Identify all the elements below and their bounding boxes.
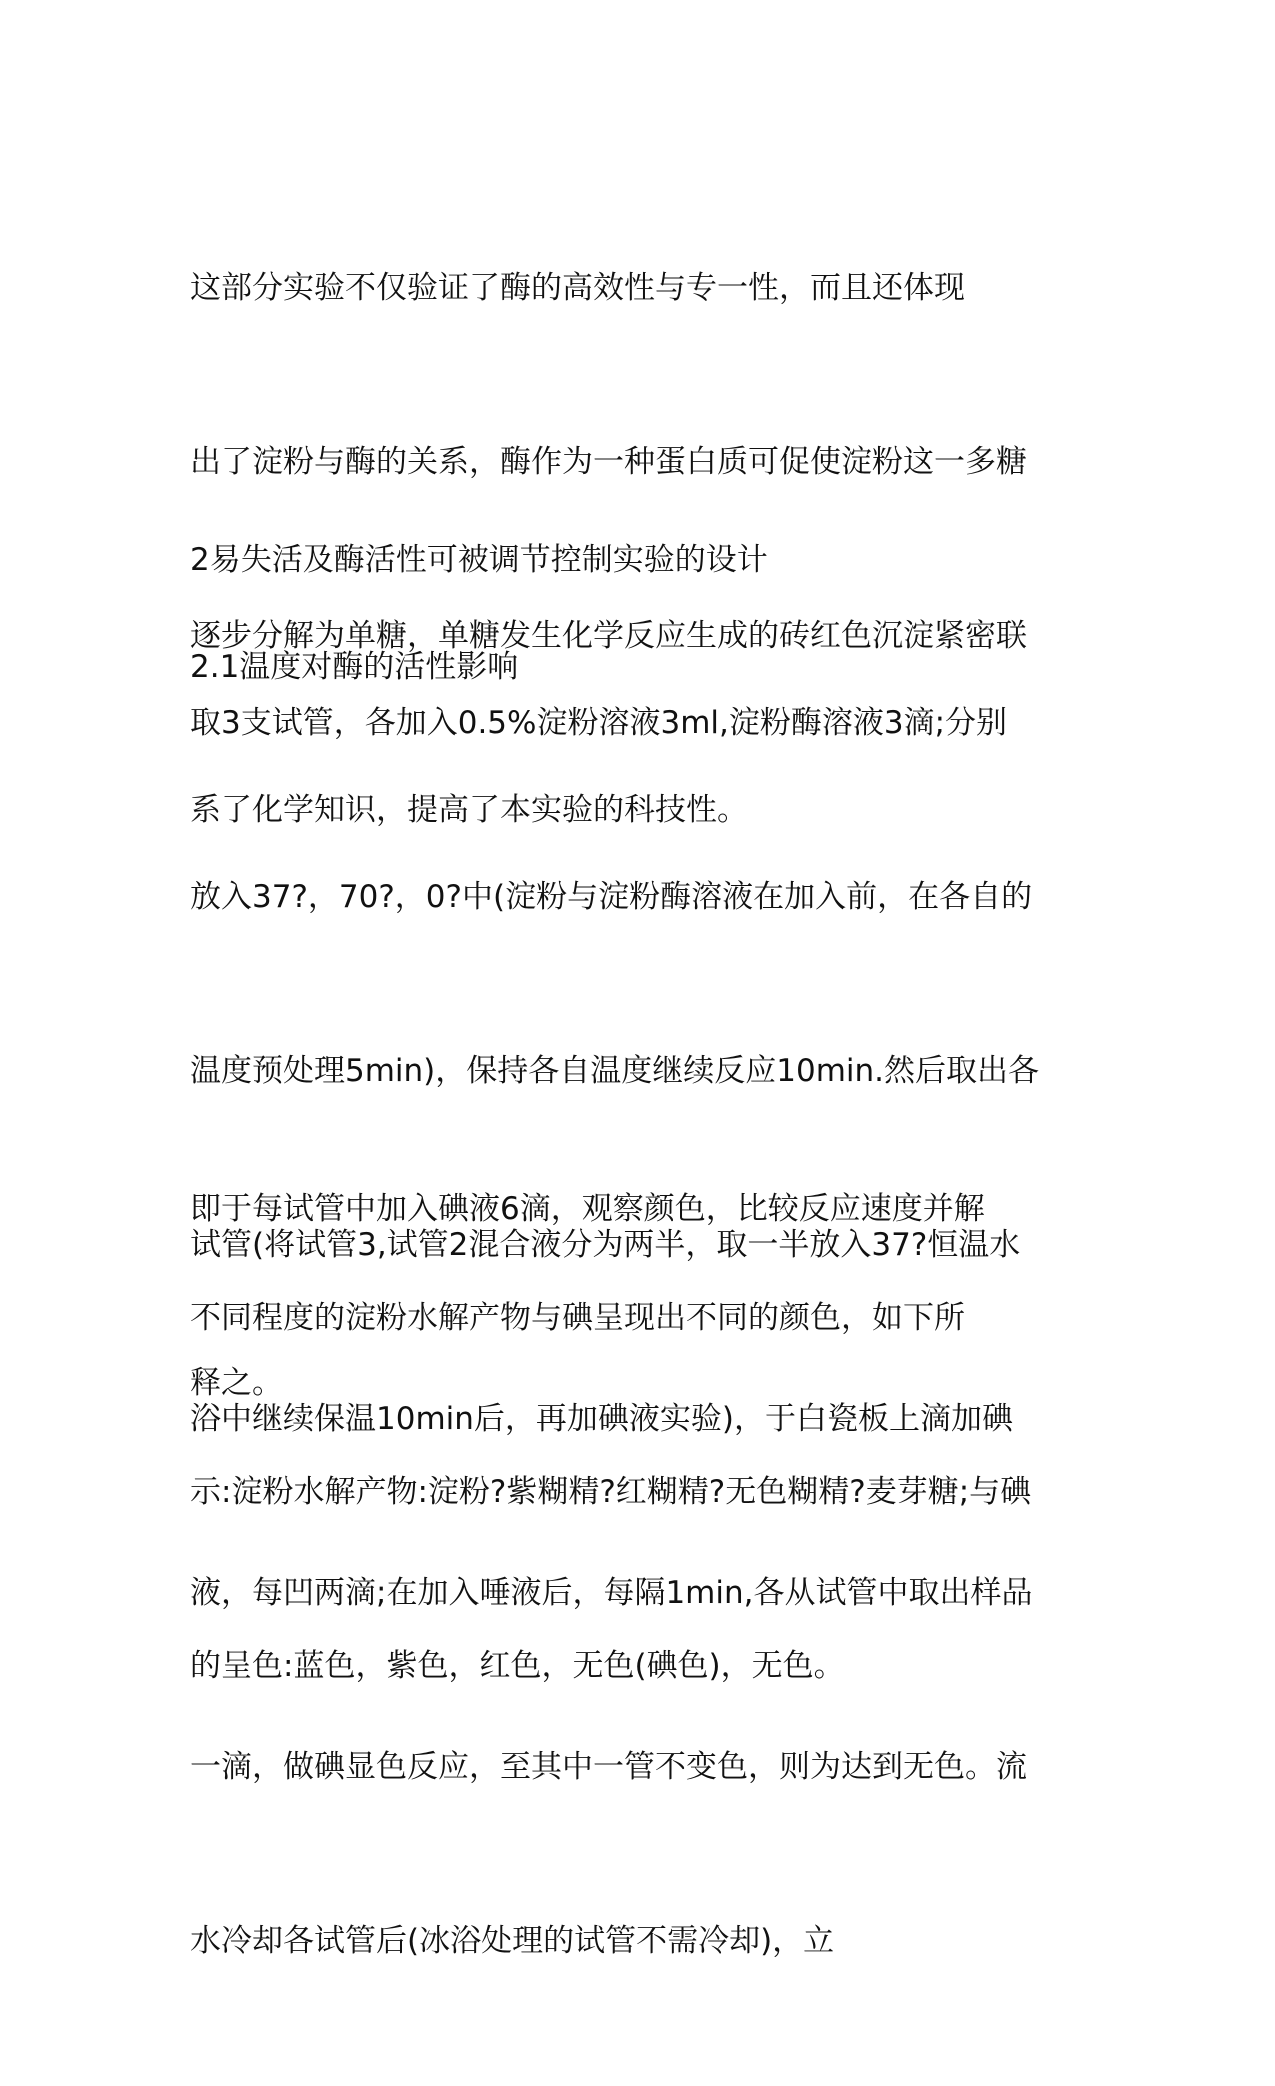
text-line: 水冷却各试管后(冰浴处理的试管不需冷却)，立 [190, 1923, 835, 1959]
text-line: 逐步分解为单糖，单糖发生化学反应生成的砖红色沉淀紧密联 [190, 618, 1027, 654]
text-line: 不同程度的淀粉水解产物与碘呈现出不同的颜色，如下所 [190, 1300, 965, 1336]
text-line: 这部分实验不仅验证了酶的高效性与专一性，而且还体现 [190, 270, 965, 306]
text-line: 一滴，做碘显色反应，至其中一管不变色，则为达到无色。流 [190, 1749, 1027, 1785]
text-line: 液，每凹两滴;在加入唾液后，每隔1min,各从试管中取出样品 [190, 1575, 1033, 1611]
text-line: 温度预处理5min)，保持各自温度继续反应10min.然后取出各 [190, 1053, 1040, 1089]
heading-line: 2易失活及酶活性可被调节控制实验的设计 [190, 542, 768, 578]
text-line: 取3支试管，各加入0.5%淀粉溶液3ml,淀粉酶溶液3滴;分别 [190, 705, 1008, 741]
paragraph-hydrolysis-colors [190, 1173, 1095, 1811]
text-line: 系了化学知识，提高了本实验的科技性。 [190, 792, 748, 828]
text-line: 即于每试管中加入碘液6滴，观察颜色，比较反应速度并解 [190, 1191, 985, 1227]
text-line: 浴中继续保温10min后，再加碘液实验)，于白瓷板上滴加碘 [190, 1401, 1013, 1437]
text-line: 出了淀粉与酶的关系，酶作为一种蛋白质可促使淀粉这一多糖 [190, 444, 1027, 480]
text-line: 的呈色:蓝色，紫色，红色，无色(碘色)，无色。 [190, 1648, 845, 1684]
text-line: 释之。 [190, 1365, 283, 1401]
text-line: 示:淀粉水解产物:淀粉?紫糊精?红糊精?无色糊精?麦芽糖;与碘 [190, 1474, 1032, 1510]
text-line: 放入37?，70?，0?中(淀粉与淀粉酶溶液在加入前，在各自的 [190, 879, 1033, 915]
text-line: 试管(将试管3,试管2混合液分为两半，取一半放入37?恒温水 [190, 1227, 1021, 1263]
heading-line: 2.1温度对酶的活性影响 [190, 649, 519, 685]
